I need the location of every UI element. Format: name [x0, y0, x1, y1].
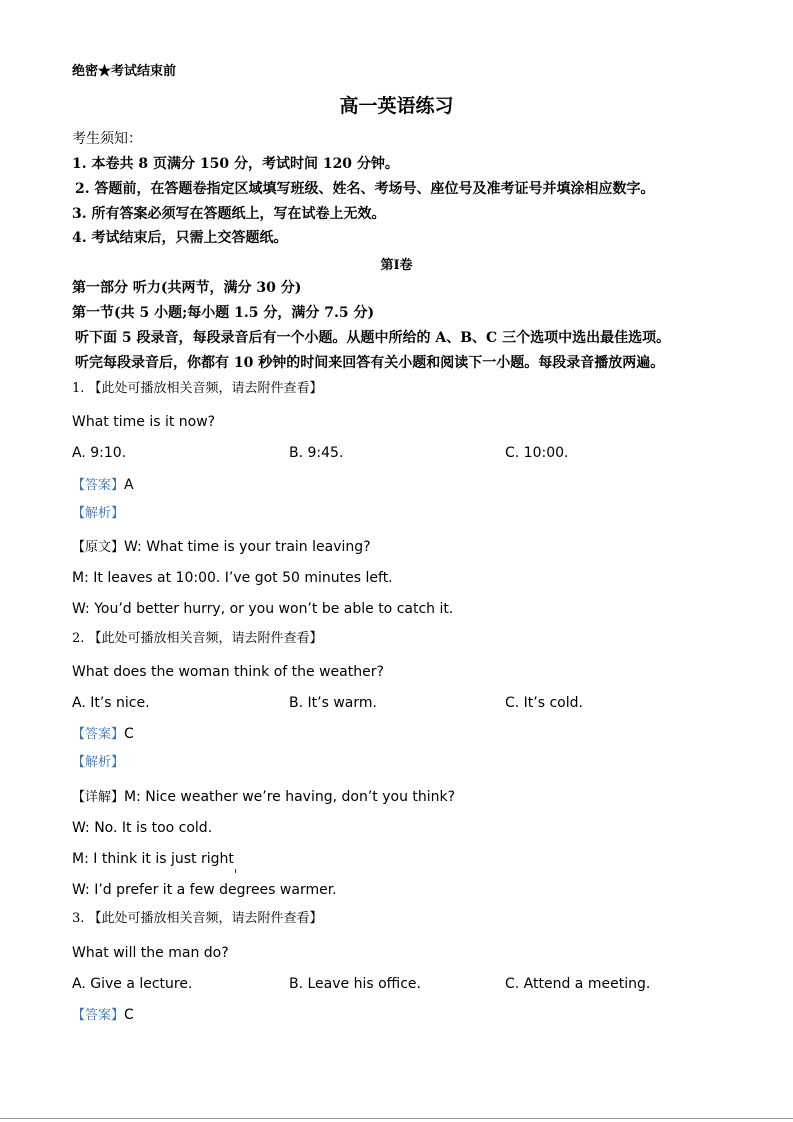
q2-answer-row	[72, 725, 134, 744]
q2-answer-label: 【答案】	[72, 727, 125, 742]
q2-transcript-line-4: W: I’d prefer it a few degrees warmer.	[72, 882, 337, 898]
notice-item-4: 4. 考试结束后，只需上交答题纸。	[72, 230, 288, 246]
q1-analysis-label: 【解析】	[72, 506, 125, 521]
stray-mark	[235, 869, 236, 873]
instruction-line-1: 听下面 5 段录音，每段录音后有一个小题。从题中所给的 A、B、C 三个选项中选出最佳选项。	[75, 330, 671, 346]
q1-answer: A	[124, 477, 134, 493]
volume-label: 第Ⅰ卷	[380, 258, 413, 273]
q1-transcript-label: 【原文】	[72, 540, 125, 555]
q2-transcript-line-1: M: Nice weather we’re having, don’t you think?	[124, 789, 456, 805]
page-bottom-divider	[0, 1118, 793, 1119]
notice-heading: 考生须知：	[72, 131, 142, 147]
notice-item-1: 1. 本卷共 8 页满分 150 分，考试时间 120 分钟。	[72, 156, 399, 172]
q1-transcript-line-2: M: It leaves at 10:00. I’ve got 50 minutes left.	[72, 570, 393, 586]
q2-transcript-row-1	[72, 788, 455, 807]
q3-option-c: C. Attend a meeting.	[505, 976, 651, 992]
instruction-line-2: 听完每段录音后，你都有 10 秒钟的时间来回答有关小题和阅读下一小题。每段录音播放两遍。	[75, 355, 665, 371]
q1-question: What time is it now?	[72, 414, 216, 430]
q2-transcript-line-2: W: No. It is too cold.	[72, 820, 213, 836]
notice-item-2: 2. 答题前，在答题卷指定区域填写班级、姓名、考场号、座位号及准考证号并填涂相应数字。	[75, 181, 655, 197]
q3-answer-label: 【答案】	[72, 1008, 125, 1023]
q2-analysis-label: 【解析】	[72, 755, 125, 770]
section-one-heading: 第一节(共 5 小题;每小题 1.5 分，满分 7.5 分)	[72, 305, 375, 321]
q3-option-a: A. Give a lecture.	[72, 976, 193, 992]
part-one-heading: 第一部分 听力(共两节，满分 30 分)	[72, 280, 302, 296]
q1-transcript-line-3: W: You’d better hurry, or you won’t be able to catch it.	[72, 601, 454, 617]
q1-option-b: B. 9:45.	[289, 445, 344, 461]
q1-audio-note: 1. 【此处可播放相关音频，请去附件查看】	[72, 381, 323, 396]
q2-question: What does the woman think of the weather?	[72, 664, 384, 680]
q1-answer-row	[72, 476, 134, 495]
q3-option-b: B. Leave his office.	[289, 976, 421, 992]
q3-answer: C	[124, 1007, 134, 1023]
q2-option-c: C. It’s cold.	[505, 695, 583, 711]
q2-answer: C	[124, 726, 134, 742]
q1-transcript-row-1	[72, 538, 371, 557]
q3-question: What will the man do?	[72, 945, 229, 961]
q1-option-a: A. 9:10.	[72, 445, 127, 461]
q2-option-a: A. It’s nice.	[72, 695, 150, 711]
confidential-label: 绝密★考试结束前	[72, 64, 177, 79]
page-title: 高一英语练习	[339, 95, 454, 117]
q1-option-c: C. 10:00.	[505, 445, 569, 461]
q1-transcript-line-1: W: What time is your train leaving?	[124, 539, 371, 555]
q2-option-b: B. It’s warm.	[289, 695, 377, 711]
q1-answer-label: 【答案】	[72, 478, 125, 493]
q2-transcript-line-3: M: I think it is just right	[72, 851, 234, 867]
notice-item-3: 3. 所有答案必须写在答题纸上，写在试卷上无效。	[72, 206, 386, 222]
q2-transcript-label: 【详解】	[72, 790, 125, 805]
q3-answer-row	[72, 1006, 134, 1025]
q2-audio-note: 2. 【此处可播放相关音频，请去附件查看】	[72, 631, 323, 646]
q3-audio-note: 3. 【此处可播放相关音频，请去附件查看】	[72, 911, 323, 926]
